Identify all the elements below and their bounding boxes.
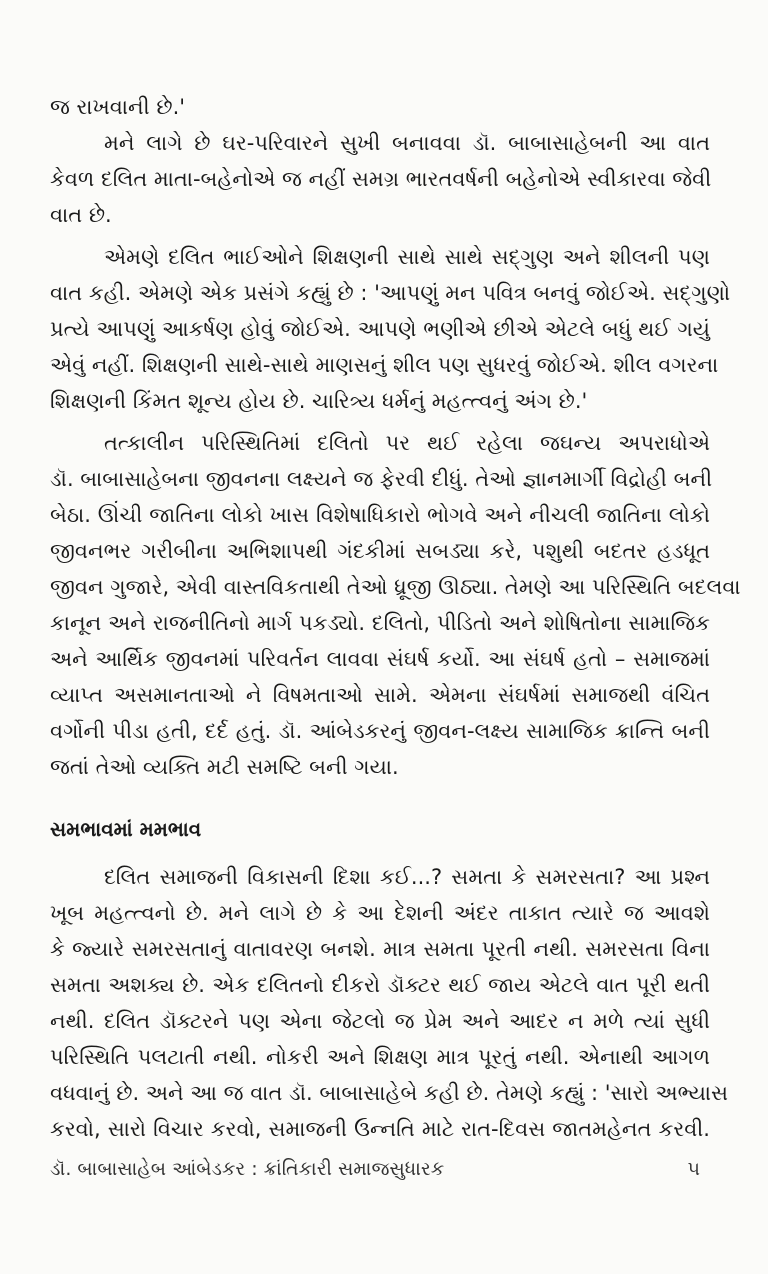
text-line: પરિસ્થિતિ પલટાતી નથી. નોકરી અને શિક્ષણ માત્ર પૂરતું નથી. એનાથી આગળ bbox=[50, 1045, 710, 1069]
page-number: ૫ bbox=[687, 1158, 700, 1180]
text-line: નથી. દલિત ડૉક્ટરને પણ એના જેટલો જ પ્રેમ અને આદર ન મળે ત્યાં સુધી bbox=[50, 1009, 710, 1033]
text-line: સમતા અશક્ય છે. એક દલિતનો દીકરો ડૉક્ટર થઈ જાય એટલે વાત પૂરી થતી bbox=[50, 973, 710, 997]
text-line: એવું નહીં. શિક્ષણની સાથે-સાથે માણસનું શીલ પણ સુધરવું જોઈએ. શીલ વગરના bbox=[50, 353, 719, 377]
text-line: દલિત સમાજની વિકાસની દિશા કઈ...? સમતા કે સમરસતા? આ પ્રશ્ન bbox=[104, 865, 710, 889]
text-line: જ રાખવાની છે.' bbox=[50, 95, 186, 119]
section-heading: સમભાવમાં મમભાવ bbox=[50, 817, 202, 841]
text-line: કાનૂન અને રાજનીતિનો માર્ગ પકડ્યો. દલિતો, પીડિતો અને શોષિતોના સામાજિક bbox=[50, 611, 710, 635]
text-line: શિક્ષણની કિંમત શૂન્ય હોય છે. ચારિત્ર્ય ધર્મનું મહત્ત્વનું અંગ છે.' bbox=[50, 389, 588, 413]
text-line: જીવન ગુજારે, એવી વાસ્તવિકતાથી તેઓ ધ્રૂજી ઊઠ્યા. તેમણે આ પરિસ્થિતિ બદલવા bbox=[50, 575, 741, 599]
text-line: કરવો, સારો વિચાર કરવો, સમાજની ઉન્નતિ માટે રાત-દિવસ જાતમહેનત કરવી. bbox=[50, 1117, 710, 1141]
footer-book-title: ડૉ. બાબાસાહેબ આંબેડકર : ક્રાંતિકારી સમાજસુધારક bbox=[50, 1158, 445, 1180]
text-line: વધવાનું છે. અને આ જ વાત ડૉ. બાબાસાહેબે કહી છે. તેમણે કહ્યું : 'સારો અભ્યાસ bbox=[50, 1081, 729, 1105]
text-line: અને આર્થિક જીવનમાં પરિવર્તન લાવવા સંઘર્ષ કર્યો. આ સંઘર્ષ હતો – સમાજમાં bbox=[50, 647, 710, 671]
text-line: બેઠા. ઊંચી જાતિના લોકો ખાસ વિશેષાધિકારો ભોગવે અને નીચલી જાતિના લોકો bbox=[50, 503, 710, 527]
text-line: વાત કહી. એમણે એક પ્રસંગે કહ્યું છે : 'આપણું મન પવિત્ર બનવું જોઈએ. સદ્ગુણો bbox=[50, 281, 731, 305]
text-line: જીવનભર ગરીબીના અભિશાપથી ગંદકીમાં સબડ્યા કરે, પશુથી બદતર હડધૂત bbox=[50, 539, 710, 563]
text-line: કે જ્યારે સમરસતાનું વાતાવરણ બનશે. માત્ર સમતા પૂરતી નથી. સમરસતા વિના bbox=[50, 937, 710, 961]
page-footer bbox=[50, 1155, 710, 1183]
text-line: ખૂબ મહત્ત્વનો છે. મને લાગે છે કે આ દેશની અંદર તાકાત ત્યારે જ આવશે bbox=[50, 901, 710, 925]
text-line: ડૉ. બાબાસાહેબના જીવનના લક્ષ્યને જ ફેરવી દીધું. તેઓ જ્ઞાનમાર્ગી વિદ્રોહી બની bbox=[50, 467, 713, 491]
text-line: વ્યાપ્ત અસમાનતાઓ ને વિષમતાઓ સામે. એમના સંઘર્ષમાં સમાજથી વંચિત bbox=[50, 683, 710, 707]
text-line: જતાં તેઓ વ્યક્તિ મટી સમષ્ટિ બની ગયા. bbox=[50, 755, 399, 779]
text-line: કેવળ દલિત માતા-બહેનોએ જ નહીં સમગ્ર ભારતવર્ષની બહેનોએ સ્વીકારવા જેવી bbox=[50, 167, 712, 191]
text-line: પ્રત્યે આપણું આકર્ષણ હોવું જોઈએ. આપણે ભણીએ છીએ એટલે બધું થઈ ગયું bbox=[50, 317, 710, 341]
text-line: એમણે દલિત ભાઈઓને શિક્ષણની સાથે સાથે સદ્ગુણ અને શીલની પણ bbox=[104, 245, 710, 269]
text-line: મને લાગે છે ઘર-પરિવારને સુખી બનાવવા ડૉ. બાબાસાહેબની આ વાત bbox=[104, 131, 710, 155]
text-line: વાત છે. bbox=[50, 203, 112, 227]
text-line: તત્કાલીન પરિસ્થિતિમાં દલિતો પર થઈ રહેલા જઘન્ય અપરાધોએ bbox=[104, 431, 710, 455]
text-line: વર્ગોની પીડા હતી, દર્દ હતું. ડૉ. આંબેડકરનું જીવન-લક્ષ્ય સામાજિક ક્રાન્તિ બની bbox=[50, 719, 710, 743]
